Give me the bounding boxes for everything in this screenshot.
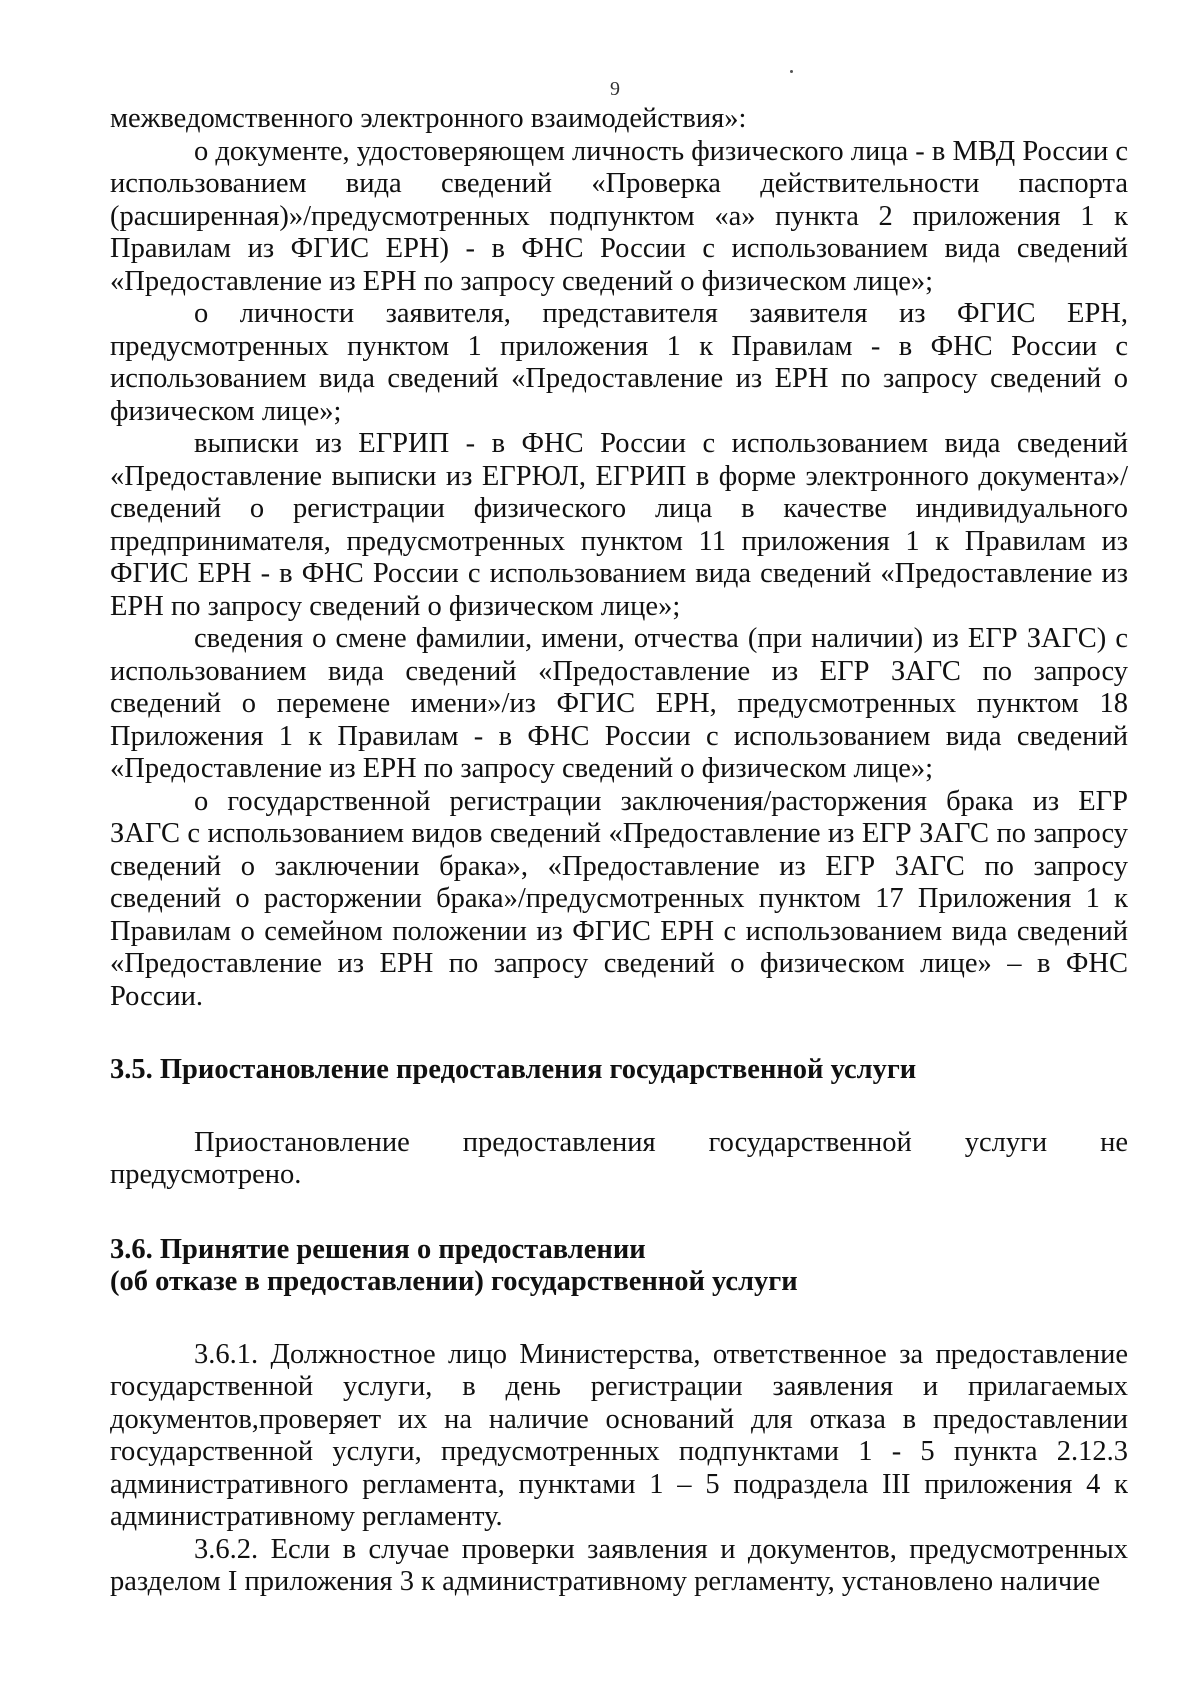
- paragraph-marriage-registration: о государственной регистрации заключения/расторжения брака из ЕГР ЗАГС с использованием видов сведений «Предоставление из ЕГР ЗАГС по запросу сведений о заключении брака», «Предоставление из ЕГР ЗАГС по запросу сведений о расторжении брака»/предусмотренных пунктом 17 Приложения 1 к Правилам о семейном положении из ФГИС ЕРН с использованием вида сведений «Предоставление из ЕРН по запросу сведений о физическом лице» – в ФНС России.: [110, 785, 1128, 1012]
- paragraph-egrip-extract: выписки из ЕГРИП - в ФНС России с использованием вида сведений «Предоставление выписки из ЕГРЮЛ, ЕГРИП в форме электронного документа»/сведений о регистрации физического лица в качестве индивидуального предпринимателя, предусмотренных пунктом 11 приложения 1 к Правилам из ФГИС ЕРН - в ФНС России с использованием вида сведений «Предоставление из ЕРН по запросу сведений о физическом лице»;: [110, 428, 1128, 622]
- paragraph-applicant-identity: о личности заявителя, представителя заявителя из ФГИС ЕРН, предусмотренных пунктом 1 приложения 1 к Правилам - в ФНС России с использованием вида сведений «Предоставление из ЕРН по запросу сведений о физическом лице»;: [110, 298, 1128, 427]
- document-body: [110, 103, 1128, 1599]
- section-3-5-heading: 3.5. Приостановление предоставления государственной услуги: [110, 1054, 917, 1085]
- section-3-6-heading: [110, 1234, 1128, 1299]
- paragraph-continuation: межведомственного электронного взаимодействия»:: [110, 103, 747, 134]
- paragraph-3-6-2: 3.6.2. Если в случае проверки заявления и документов, предусмотренных разделом I приложения 3 к административному регламенту, установлено наличие: [110, 1533, 1128, 1597]
- paragraph-name-change: сведения о смене фамилии, имени, отчества (при наличии) из ЕГР ЗАГС) с использованием вида сведений «Предоставление из ЕГР ЗАГС по запросу сведений о перемене имени»/из ФГИС ЕРН, предусмотренных пунктом 18 Приложения 1 к Правилам - в ФНС России с использованием вида сведений «Предоставление из ЕРН по запросу сведений о физическом лице»;: [110, 623, 1128, 784]
- section-3-6-heading-line1: 3.6. Принятие решения о предоставлении: [110, 1233, 646, 1265]
- paragraph-passport-check: о документе, удостоверяющем личность физического лица - в МВД России с использованием вида сведений «Проверка действительности паспорта (расширенная)»/предусмотренных подпунктом «а» пункта 2 приложения 1 к Правилам из ФГИС ЕРН) - в ФНС России с использованием вида сведений «Предоставление из ЕРН по запросу сведений о физическом лице»;: [110, 135, 1129, 297]
- page-number: 9: [610, 78, 620, 100]
- section-3-6-heading-line2: (об отказе в предоставлении) государственной услуги: [110, 1266, 798, 1297]
- scan-speck: [790, 70, 793, 73]
- paragraph-3-6-1: 3.6.1. Должностное лицо Министерства, ответственное за предоставление государственной услуги, в день регистрации заявления и прилагаемых документов,проверяет их на наличие оснований для отказа в предоставлении государственной услуги, предусмотренных подпунктами 1 - 5 пункта 2.12.3 административного регламента, пунктами 1 – 5 подраздела III приложения 4 к административному регламенту.: [110, 1338, 1128, 1532]
- section-3-5-text: Приостановление предоставления государственной услуги не предусмотрено.: [110, 1126, 1128, 1190]
